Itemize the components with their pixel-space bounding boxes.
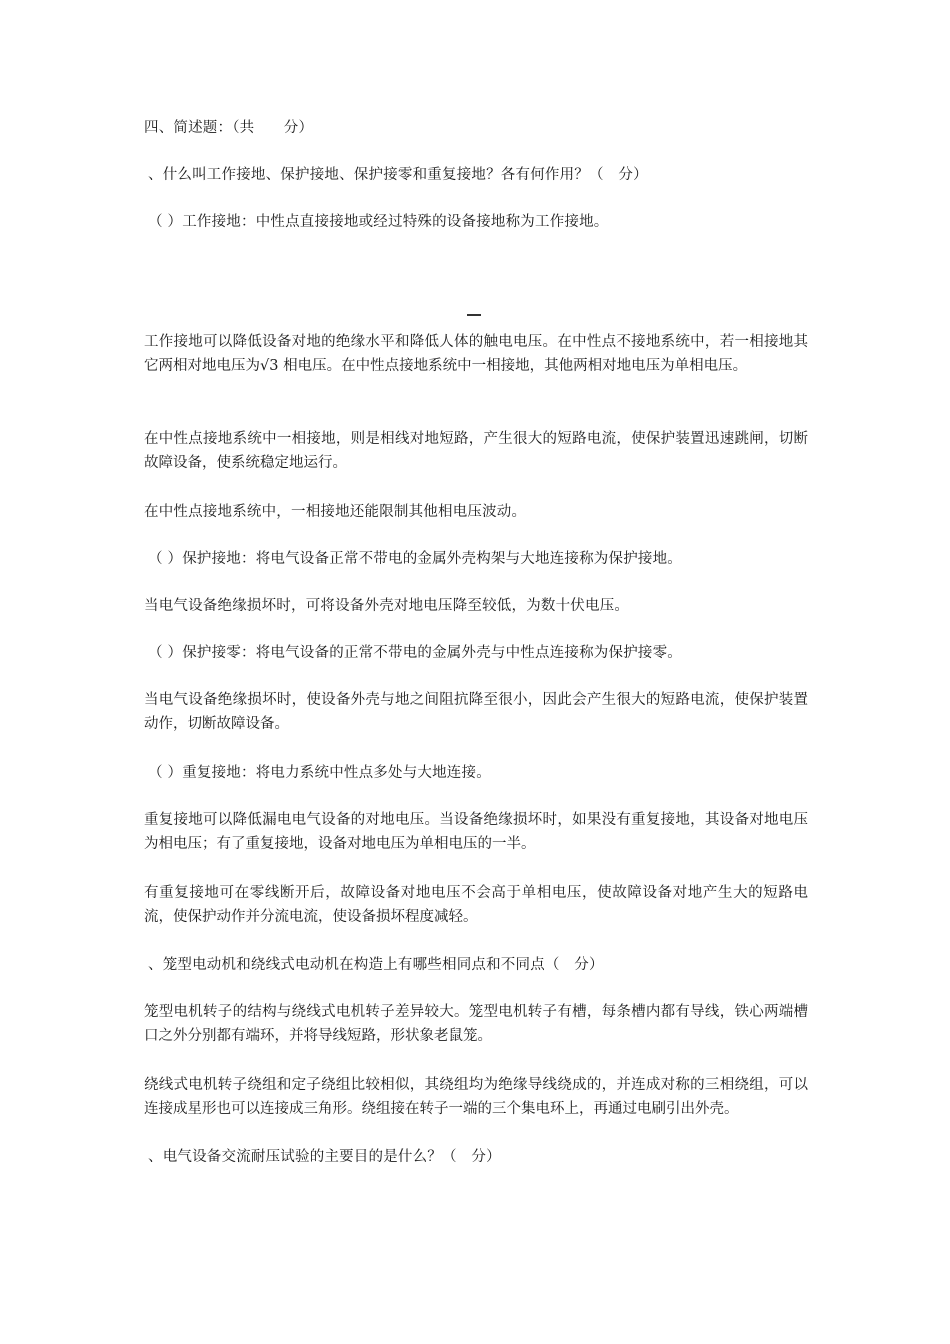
answer-1-working-grounding-paragraph-2: 在中性点接地系统中一相接地，则是相线对地短路，产生很大的短路电流，使保护装置迅速跳闸，切断故障设备，使系统稳定地运行。 (144, 431, 808, 471)
answer-1-protective-grounding-paragraph: 当电气设备绝缘损坏时，可将设备外壳对地电压降至较低，为数十伏电压。 (144, 598, 630, 614)
section-heading: 四、简述题：（共 分） (144, 120, 314, 136)
page-break-mark (467, 314, 481, 316)
answer-1-repeated-grounding-heading: （ ）重复接地：将电力系统中性点多处与大地连接。 (148, 765, 491, 781)
answer-1-repeated-grounding-paragraph-2: 有重复接地可在零线断开后，故障设备对地电压不会高于单相电压，使故障设备对地产生大的短路电流，使保护动作并分流电流，使设备损坏程度减轻。 (144, 885, 808, 925)
answer-2-paragraph-2: 绕线式电机转子绕组和定子绕组比较相似，其绕组均为绝缘导线绕成的，并连成对称的三相绕组，可以连接成星形也可以连接成三角形。绕组接在转子一端的三个集电环上，再通过电刷引出外壳。 (144, 1077, 808, 1117)
answer-1-working-grounding-paragraph-3: 在中性点接地系统中，一相接地还能限制其他相电压波动。 (144, 504, 527, 520)
answer-1-protective-neutral-paragraph: 当电气设备绝缘损坏时，使设备外壳与地之间阻抗降至很小，因此会产生很大的短路电流，使保护装置动作，切断故障设备。 (144, 692, 808, 732)
answer-1-working-grounding-heading: （ ）工作接地：中性点直接接地或经过特殊的设备接地称为工作接地。 (148, 214, 609, 230)
answer-1-repeated-grounding-paragraph-1: 重复接地可以降低漏电电气设备的对地电压。当设备绝缘损坏时，如果没有重复接地，其设备对地电压为相电压；有了重复接地，设备对地电压为单相电压的一半。 (144, 812, 808, 852)
question-3: 、电气设备交流耐压试验的主要目的是什么？（ 分） (148, 1149, 501, 1165)
answer-2-paragraph-1: 笼型电机转子的结构与绕线式电机转子差异较大。笼型电机转子有槽，每条槽内都有导线，铁心两端槽口之外分别都有端环，并将导线短路，形状象老鼠笼。 (144, 1004, 808, 1044)
question-2: 、笼型电动机和绕线式电动机在构造上有哪些相同点和不同点（ 分） (148, 957, 604, 973)
answer-1-working-grounding-paragraph-1: 工作接地可以降低设备对地的绝缘水平和降低人体的触电电压。在中性点不接地系统中，若一相接地其它两相对地电压为√3 相电压。在中性点接地系统中一相接地，其他两相对地电压为单相电压。 (144, 334, 808, 374)
question-1: 、什么叫工作接地、保护接地、保护接零和重复接地？各有何作用？（ 分） (148, 167, 648, 183)
answer-1-protective-neutral-heading: （ ）保护接零：将电气设备的正常不带电的金属外壳与中性点连接称为保护接零。 (148, 645, 683, 661)
answer-1-protective-grounding-heading: （ ）保护接地：将电气设备正常不带电的金属外壳构架与大地连接称为保护接地。 (148, 551, 683, 567)
